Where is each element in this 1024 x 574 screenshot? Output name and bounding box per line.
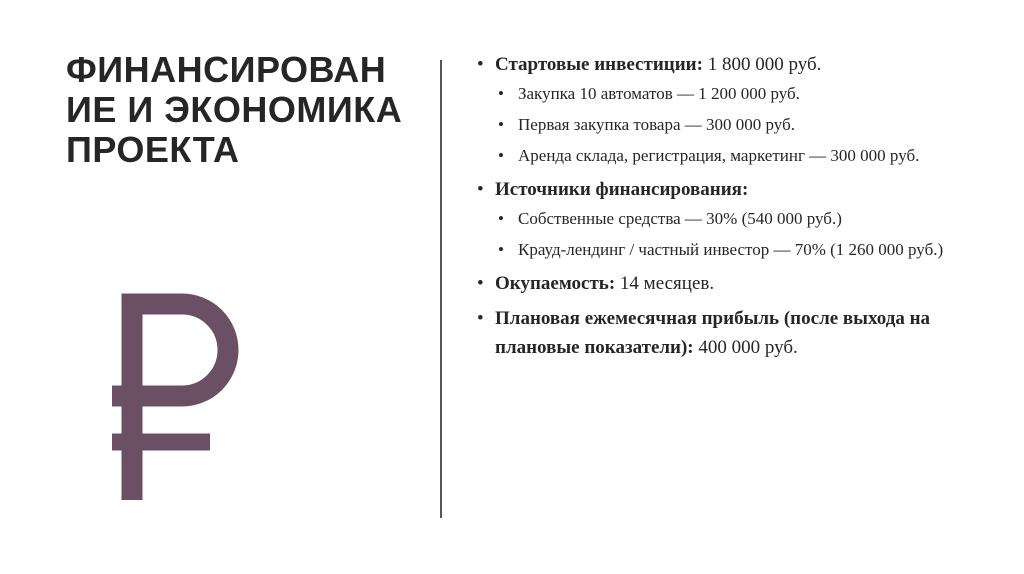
ruble-sign-icon bbox=[112, 292, 272, 502]
bullet-dot: • bbox=[477, 179, 484, 200]
bullet-value: 14 месяцев. bbox=[615, 273, 715, 294]
bullet-dot: • bbox=[477, 54, 484, 75]
sub-bullet-dot: • bbox=[498, 115, 504, 134]
sub-item-goods bbox=[495, 112, 953, 138]
bullet-startup-investments bbox=[473, 50, 953, 169]
sub-item-text: Крауд-лендинг / частный инвестор — 70% (1 260 000 руб.) bbox=[518, 240, 944, 259]
bullet-value: 1 800 000 руб. bbox=[702, 54, 822, 75]
sub-item-text: Закупка 10 автоматов — 1 200 000 руб. bbox=[518, 84, 800, 103]
sub-item-crowdlending bbox=[495, 237, 953, 263]
bullet-heading: Окупаемость: bbox=[495, 273, 616, 294]
bullet-heading: Источники финансирования: bbox=[495, 179, 749, 200]
sub-item-warehouse bbox=[495, 143, 953, 169]
sub-item-text: Собственные средства — 30% (540 000 руб.) bbox=[518, 209, 842, 228]
bullet-payback bbox=[473, 269, 953, 298]
sub-item-text: Аренда склада, регистрация, маркетинг — 300 000 руб. bbox=[518, 146, 920, 165]
sub-bullet-dot: • bbox=[498, 146, 504, 165]
sub-item-machines bbox=[495, 81, 953, 107]
sub-bullet-dot: • bbox=[498, 240, 504, 259]
sub-item-own-funds bbox=[495, 206, 953, 232]
bullet-heading: Плановая ежемесячная прибыль (после выхода на плановые показатели): bbox=[495, 308, 931, 358]
bullet-funding-sources bbox=[473, 175, 953, 263]
sub-item-text: Первая закупка товара — 300 000 руб. bbox=[518, 115, 795, 134]
bullet-dot: • bbox=[477, 273, 484, 294]
bullet-value: 400 000 руб. bbox=[693, 337, 798, 358]
bullet-dot: • bbox=[477, 308, 484, 329]
content-list bbox=[473, 50, 953, 366]
bullet-monthly-profit bbox=[473, 304, 953, 362]
sub-list bbox=[495, 81, 953, 169]
sub-bullet-dot: • bbox=[498, 209, 504, 228]
slide-title: ФИНАНСИРОВАН ИЕ И ЭКОНОМИКА ПРОЕКТА bbox=[66, 49, 403, 170]
bullet-heading: Стартовые инвестиции: bbox=[495, 54, 703, 75]
vertical-divider bbox=[440, 60, 442, 518]
sub-list bbox=[495, 206, 953, 263]
sub-bullet-dot: • bbox=[498, 84, 504, 103]
